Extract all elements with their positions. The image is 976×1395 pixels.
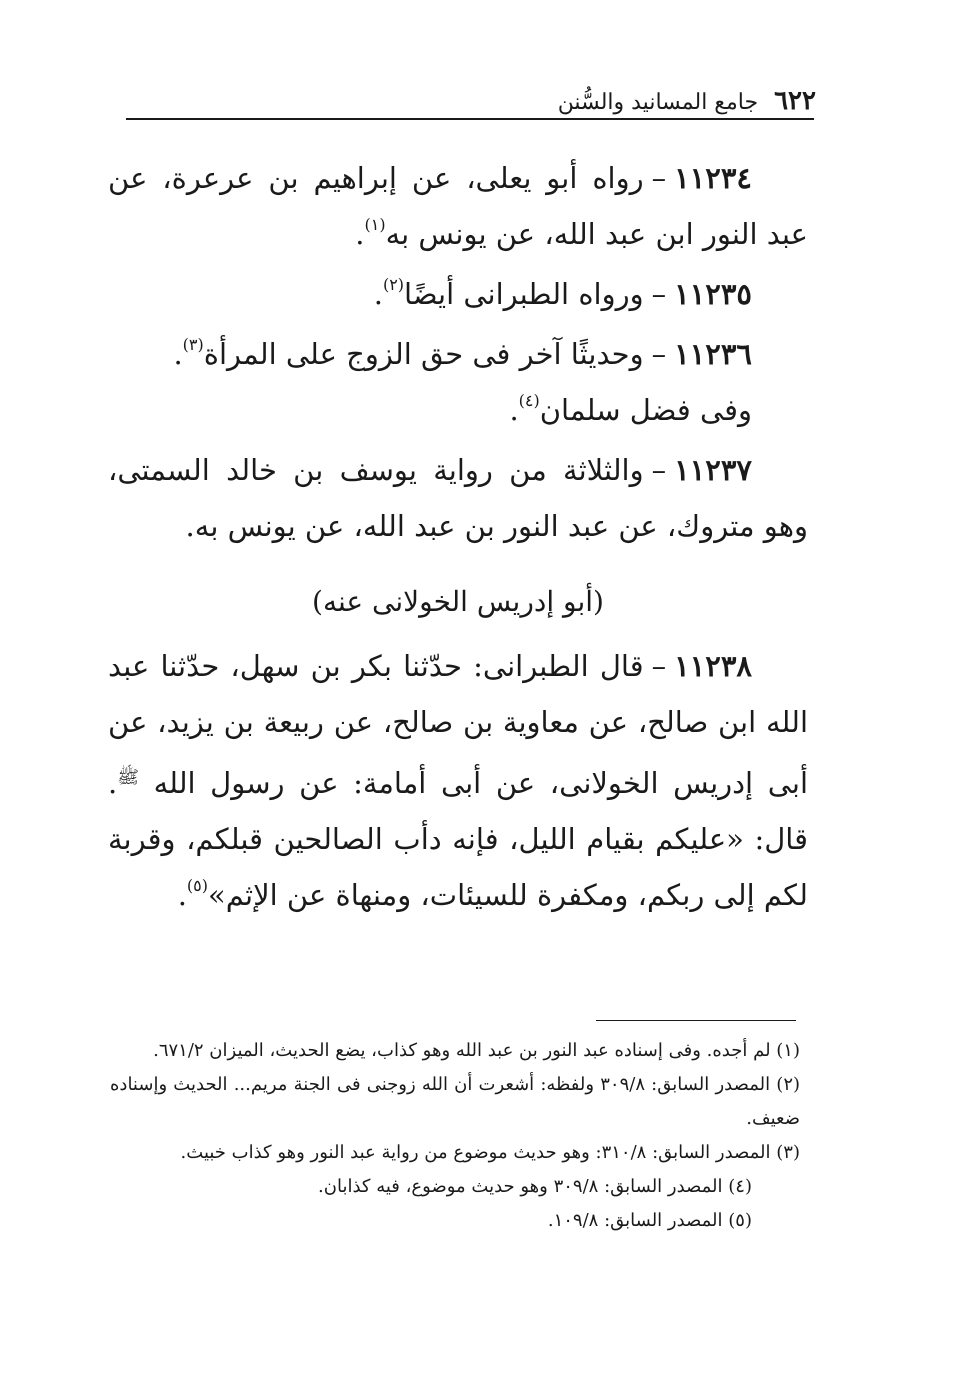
salman-tail: .	[509, 393, 519, 427]
entry-11236	[108, 326, 808, 382]
footnote-2: (٢) المصدر السابق: ٣٠٩/٨ ولفظه: أشعرت أن الله زوجنى فى الجنة مريم... الحديث وإسناده ضعيف.	[110, 1074, 801, 1129]
entry-11237	[108, 442, 808, 554]
book-title: جامع المسانيد والسُّنن	[557, 90, 759, 115]
footnote-1: (١) لم أجده. وفى إسناده عبد النور بن عبد الله وهو كذاب، يضع الحديث، الميزان ٦٧١/٢.	[153, 1040, 800, 1061]
main-text	[108, 150, 808, 923]
footnotes	[110, 1034, 800, 1238]
entry-number: ١١٢٣٦	[674, 337, 752, 371]
footnote-ref: (٥)	[186, 876, 208, 895]
entry-number: ١١٢٣٧	[674, 453, 752, 487]
entry-number: ١١٢٣٥	[674, 277, 752, 311]
salman-text: وفى فضل سلمان	[539, 393, 752, 427]
footnote-3: (٣) المصدر السابق: ٣١٠/٨: وهو حديث موضوع من رواية عبد النور وهو كذاب خبيث.	[180, 1142, 800, 1163]
entry-11234	[108, 150, 808, 262]
entry-dash: –	[651, 337, 667, 371]
entry-number: ١١٢٣٤	[674, 161, 752, 195]
footnote-4: (٤) المصدر السابق: ٣٠٩/٨ وهو حديث موضوع، فيه كذابان.	[318, 1176, 752, 1197]
footnote-ref: (٤)	[518, 391, 540, 410]
entry-11235	[108, 266, 808, 322]
entry-number: ١١٢٣٨	[674, 649, 752, 683]
entry-text-before: قال الطبرانى: حدّثنا بكر بن سهل، حدّثنا عبد الله ابن صالح، عن معاوية بن صالح، عن ربيعة بن يزيد، عن أبى إدريس الخولانى، عن أبى أمامة: عن رسول الله	[108, 649, 808, 800]
footnote-5: (٥) المصدر السابق: ١٠٩/٨.	[547, 1210, 752, 1231]
page-number: ٦٢٢	[774, 86, 816, 116]
section-subheading: (أبو إدريس الخولانى عنه)	[312, 585, 604, 618]
entry-tail: .	[173, 337, 183, 371]
entry-text: ورواه الطبرانى أيضًا	[404, 277, 644, 311]
footnote-ref: (١)	[364, 215, 386, 234]
page-header	[126, 78, 816, 114]
salman-line	[108, 382, 808, 438]
entry-text: رواه أبو يعلى، عن إبراهيم بن عرعرة، عن عبد النور ابن عبد الله، عن يونس به	[108, 161, 808, 251]
entry-11238	[108, 638, 808, 923]
entry-dash: –	[651, 649, 667, 683]
entry-tail: .	[355, 217, 365, 251]
entry-text-after: . قال: «عليكم بقيام الليل، فإنه دأب الصالحين قبلكم، وقربة لكم إلى ربكم، ومكفرة للسيئات، ومنهاة عن الإثم»	[108, 766, 808, 912]
entry-dash: –	[651, 277, 667, 311]
entry-text: وحديثًا آخر فى حق الزوج على المرأة	[203, 337, 644, 371]
footnote-ref: (٣)	[182, 335, 204, 354]
entry-tail: .	[373, 277, 383, 311]
entry-dash: –	[651, 453, 667, 487]
footnote-ref: (٢)	[382, 275, 405, 294]
header-rule	[126, 118, 814, 120]
footnote-rule	[596, 1020, 796, 1021]
entry-tail: .	[177, 878, 187, 912]
salutation-glyph: ﷺ	[117, 767, 139, 788]
entry-dash: –	[651, 161, 667, 195]
entry-text: والثلاثة من رواية يوسف بن خالد السمتى، وهو متروك، عن عبد النور بن عبد الله، عن يونس به.	[108, 453, 808, 543]
